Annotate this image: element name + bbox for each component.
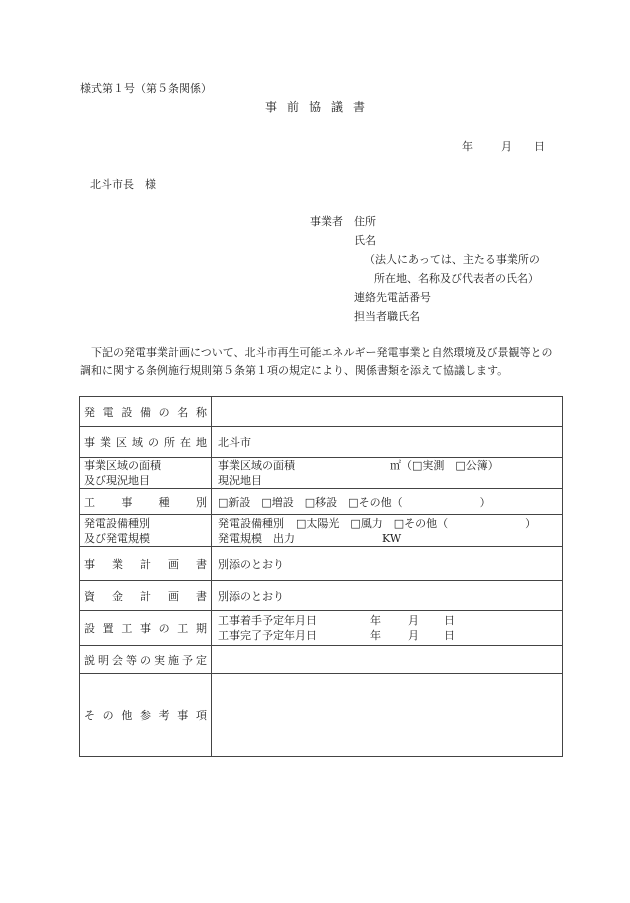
table-row [80,458,563,489]
start-date-label: 工事着手予定年月日 [218,614,317,627]
facility-name-value[interactable] [212,397,563,427]
row-label [80,397,212,427]
location-label: 事 業 区 域 の 所 在 地 [84,436,207,449]
area-label-2: 及び現況地目 [84,474,150,487]
row-label [80,515,212,547]
work-type-label: 工 事 種 別 [84,495,207,509]
start-year: 年 [370,614,381,627]
work-type-options[interactable]: □新設 □増設 □移設 □その他（ ） [212,489,563,515]
funding-plan-label: 資 金 計 画 書 [84,589,207,603]
end-year: 年 [370,629,381,642]
applicant-corp-note-1: （法人にあっては、主たる事業所の [364,253,540,266]
row-label [80,611,212,646]
form-number: 様式第１号（第５条関係） [80,82,212,95]
applicant-label: 事業者 [310,215,343,228]
equipment-type-options: □太陽光 □風力 □その他（ ） [296,516,537,530]
equipment-value[interactable] [212,515,563,547]
facility-name-label: 発 電 設 備 の 名 称 [84,405,207,419]
location-value[interactable]: 北斗市 [212,427,563,458]
body-text: 下記の発電事業計画について、北斗市再生可能エネルギー発電事業と自然環境及び景観等との調和に関する条例施行規則第５条第１項の規定により、関係書類を添えて協議します。 [80,346,553,377]
area-unit: ㎡（□実測 □公簿） [390,459,499,472]
table-row [80,427,563,458]
row-label [80,646,212,674]
period-value[interactable] [212,611,563,646]
row-label [80,547,212,581]
applicant-contact-label: 担当者職氏名 [354,310,420,323]
other-notes-value[interactable] [212,674,563,757]
scale-label: 発電規模 出力 [218,531,295,545]
equipment-label-1: 発電設備種別 [84,516,150,530]
table-row [80,674,563,757]
equipment-label-2: 及び発電規模 [84,531,150,545]
applicant-name-label: 氏名 [354,234,376,247]
row-label [80,427,212,458]
row-label [80,674,212,757]
equipment-type-label: 発電設備種別 [218,516,284,530]
other-notes-label: そ の 他 参 考 事 項 [84,709,207,722]
end-date-label: 工事完了予定年月日 [218,629,317,642]
applicant-address-label: 住所 [354,215,376,228]
period-label: 設 置 工 事 の 工 期 [84,622,207,635]
row-label [80,489,212,515]
area-value[interactable] [212,458,563,489]
funding-plan-value[interactable]: 別添のとおり [212,581,563,611]
document-title: 事前協議書 [264,100,375,114]
scale-unit: KW [382,531,402,545]
applicant-phone-label: 連絡先電話番号 [354,291,431,304]
start-day: 日 [444,614,455,627]
table-row [80,646,563,674]
consultation-table [79,396,563,757]
end-day: 日 [444,629,455,642]
date-month: 月 [501,140,512,153]
table-row [80,611,563,646]
area-field-label: 事業区域の面積 [218,459,295,472]
table-row [80,547,563,581]
end-month: 月 [408,629,419,642]
date-year: 年 [462,140,473,153]
date-day: 日 [534,140,545,153]
business-plan-value[interactable]: 別添のとおり [212,547,563,581]
table-row [80,515,563,547]
area-label-1: 事業区域の面積 [84,459,161,472]
table-row [80,397,563,427]
table-row [80,581,563,611]
business-plan-label: 事 業 計 画 書 [84,557,207,571]
table-row [80,489,563,515]
briefing-label: 説 明 会 等 の 実 施 予 定 [84,653,207,667]
applicant-corp-note-2: 所在地、名称及び代表者の氏名） [374,272,539,285]
start-month: 月 [408,614,419,627]
date-line [462,138,545,154]
land-category-label: 現況地目 [218,474,262,487]
briefing-value[interactable] [212,646,563,674]
row-label [80,581,212,611]
addressee: 北斗市長 様 [90,178,156,191]
row-label [80,458,212,489]
